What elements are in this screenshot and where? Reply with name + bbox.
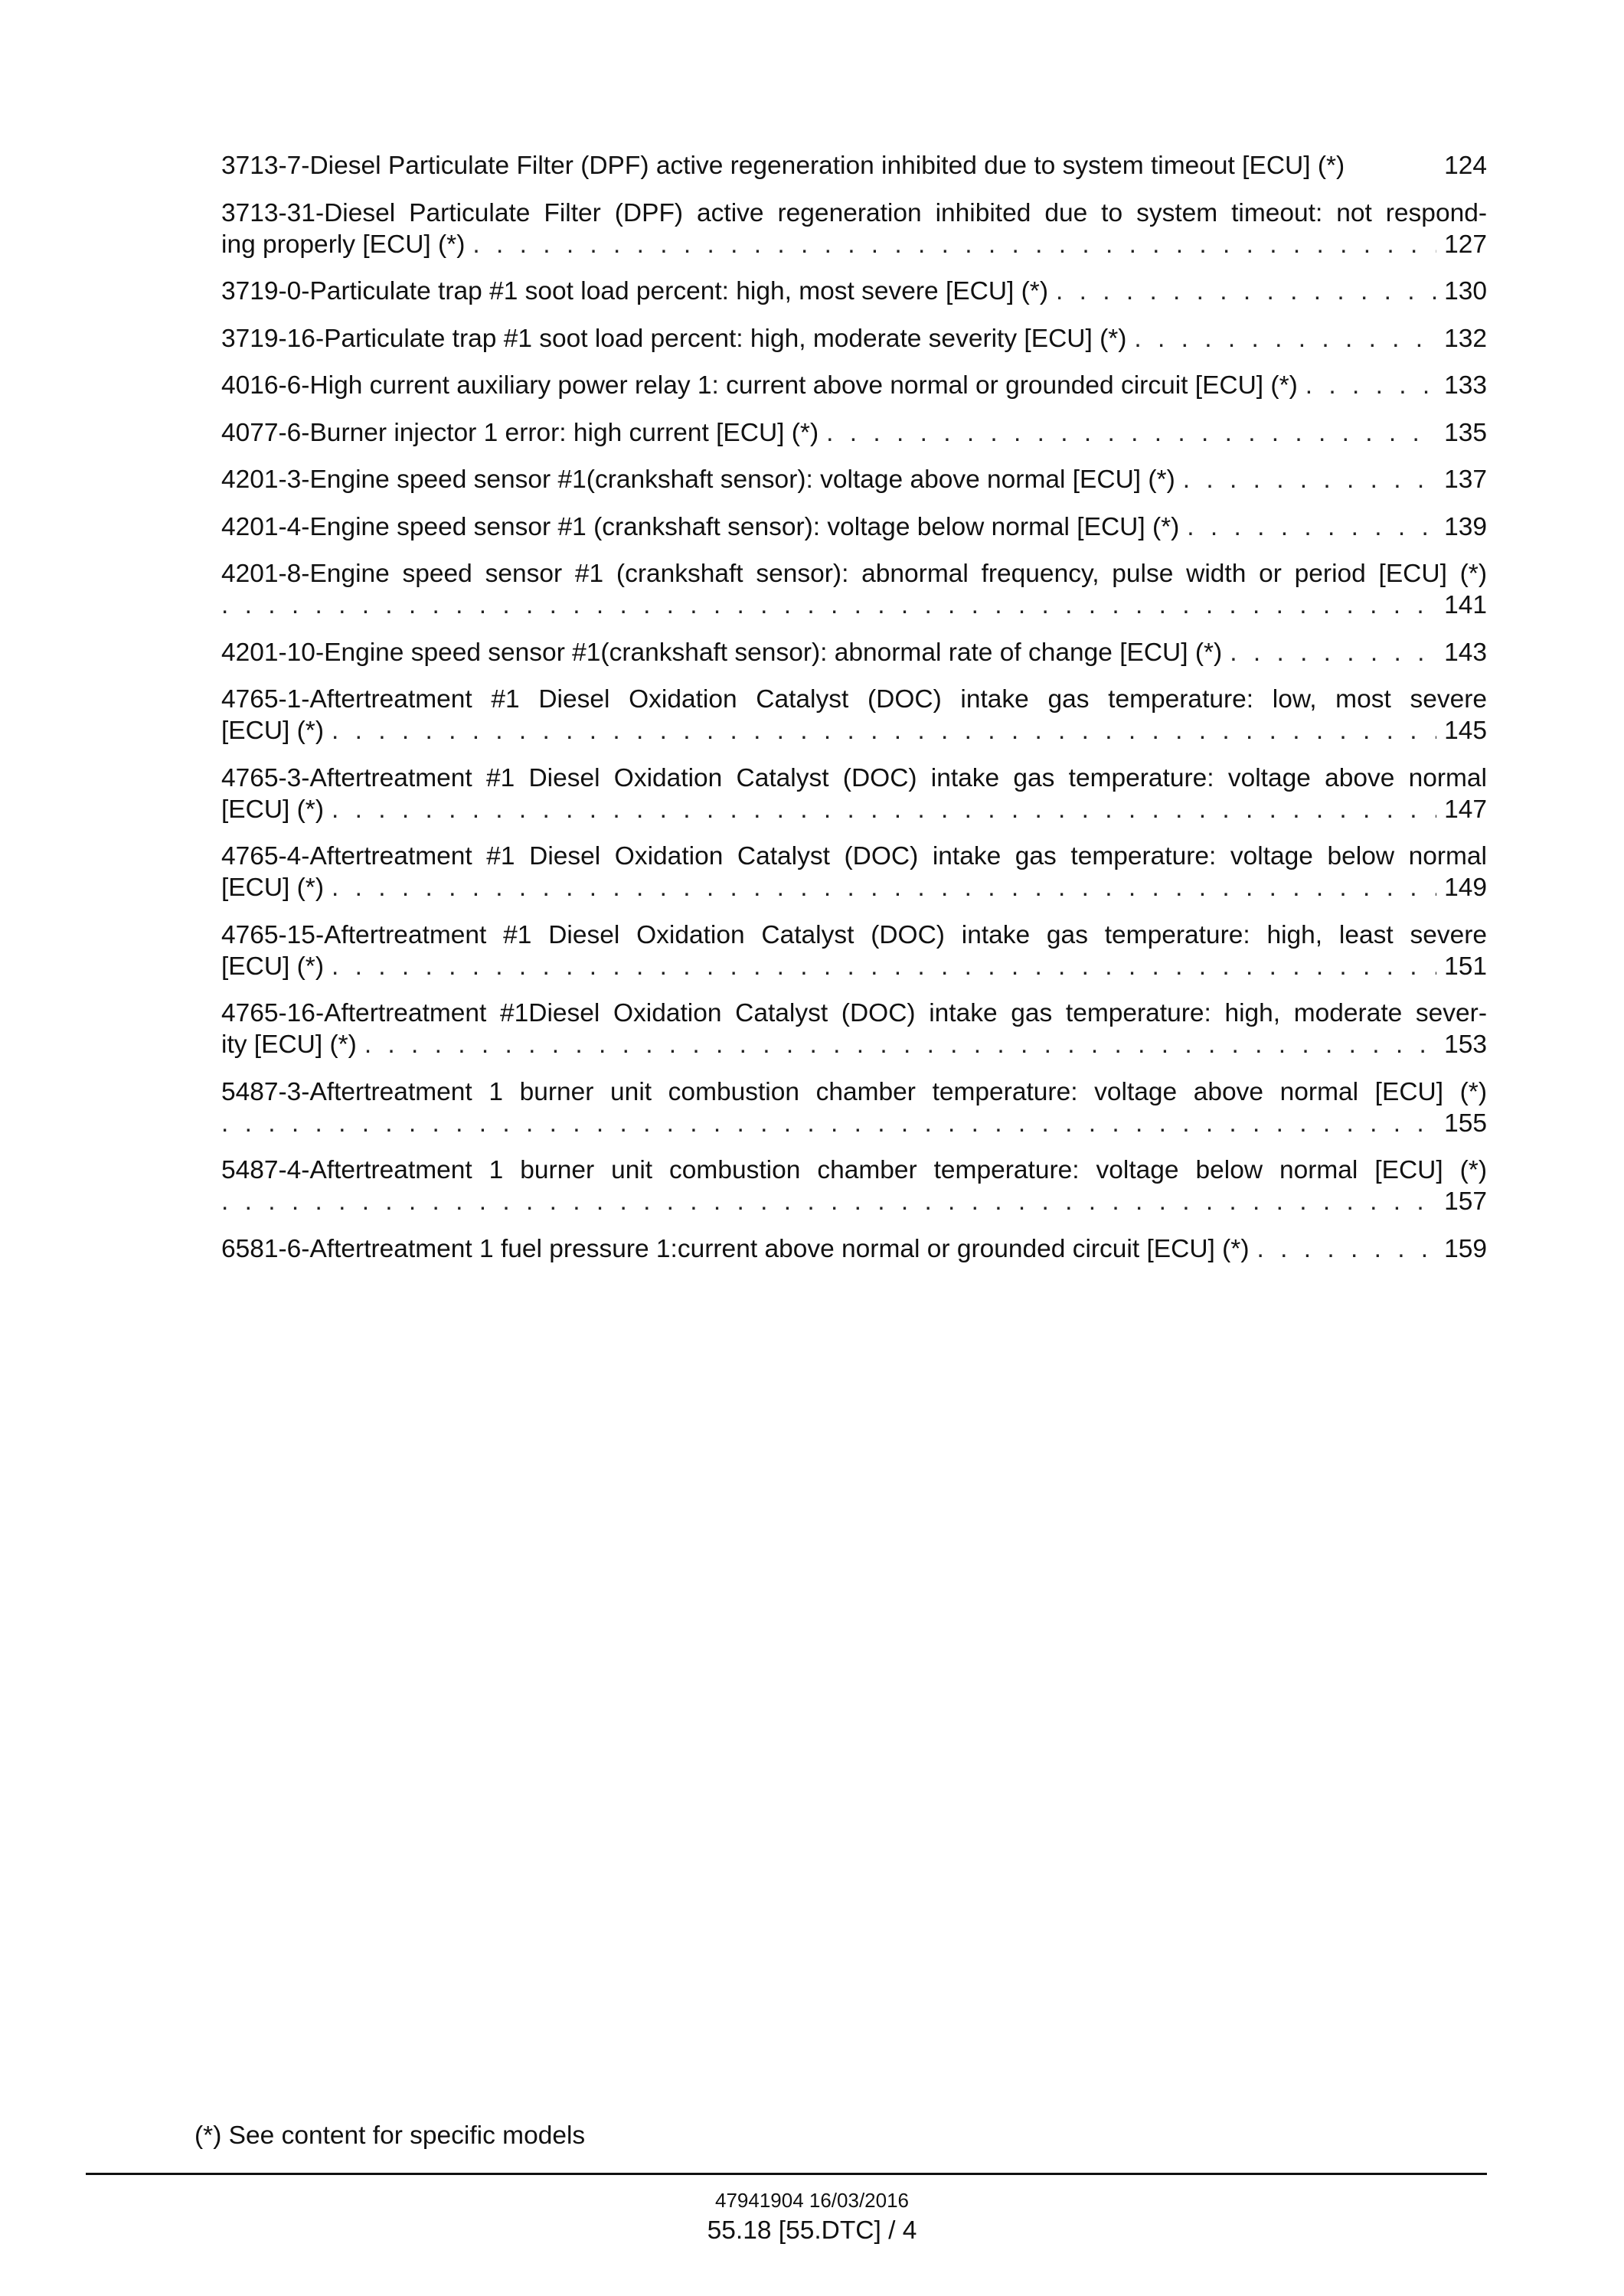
toc-page-number: 132	[1444, 324, 1487, 353]
toc-page-number: 141	[1444, 591, 1487, 619]
toc-entry-title-continued: [ECU] (*)	[221, 717, 324, 745]
toc-entry-title: 4016-6-High current auxiliary power relay 1: current above normal or grounded circuit [ECU] (*)	[221, 371, 1298, 400]
toc-entry-title: 4201-10-Engine speed sensor #1(crankshaft sensor): abnormal rate of change [ECU] (*)	[221, 638, 1223, 667]
footnote: (*) See content for specific models	[194, 2121, 586, 2150]
toc-page-number: 157	[1444, 1187, 1487, 1216]
toc-page-number: 124	[1444, 152, 1487, 180]
toc-entry-title: 4765-16-Aftertreatment #1Diesel Oxidation Catalyst (DOC) intake gas temperature: high, moderate sever-	[221, 999, 1487, 1027]
toc-entry[interactable]	[221, 198, 1487, 260]
toc-entry-title: 4765-3-Aftertreatment #1 Diesel Oxidation Catalyst (DOC) intake gas temperature: voltage above normal	[221, 763, 1487, 792]
dot-leader	[364, 1029, 1436, 1060]
toc-entry[interactable]	[221, 637, 1487, 668]
toc-entry[interactable]	[221, 150, 1487, 181]
footer-divider	[86, 2173, 1487, 2175]
toc-page-number: 153	[1444, 1030, 1487, 1059]
toc-entry-title: 4201-4-Engine speed sensor #1 (crankshaft sensor): voltage below normal [ECU] (*)	[221, 512, 1180, 541]
toc-entry-title: 4201-3-Engine speed sensor #1(crankshaft sensor): voltage above normal [ECU] (*)	[221, 465, 1175, 494]
dot-leader	[1257, 1233, 1437, 1265]
dot-leader	[221, 590, 1436, 621]
toc-page-number: 130	[1444, 277, 1487, 305]
toc-page-number: 139	[1444, 512, 1487, 541]
toc-entry[interactable]	[221, 763, 1487, 825]
dot-leader	[1305, 370, 1436, 401]
toc-page-number: 137	[1444, 465, 1487, 494]
toc-entry[interactable]	[221, 511, 1487, 543]
toc-entry[interactable]	[221, 684, 1487, 746]
dot-leader	[332, 872, 1436, 903]
toc-entry-title: 4765-1-Aftertreatment #1 Diesel Oxidation Catalyst (DOC) intake gas temperature: low, most severe	[221, 685, 1487, 714]
page-reference: 55.18 [55.DTC] / 4	[707, 2216, 917, 2245]
dot-leader	[826, 417, 1436, 449]
toc-page-number: 145	[1444, 717, 1487, 745]
toc-entry-title: 3713-31-Diesel Particulate Filter (DPF) active regeneration inhibited due to system timeout: not respond-	[221, 198, 1487, 227]
toc-entry[interactable]	[221, 323, 1487, 354]
toc-entry-title: 3713-7-Diesel Particulate Filter (DPF) active regeneration inhibited due to system timeout [ECU] (*)	[221, 152, 1345, 180]
dot-leader	[1230, 637, 1436, 668]
toc-entry-title-continued: ing properly [ECU] (*)	[221, 230, 466, 259]
toc-entry-title-continued: ity [ECU] (*)	[221, 1030, 357, 1059]
toc-entry[interactable]	[221, 464, 1487, 495]
toc-entry-title-continued: [ECU] (*)	[221, 874, 324, 902]
dot-leader	[1183, 464, 1436, 495]
dot-leader	[332, 951, 1436, 982]
toc-entry-title: 4077-6-Burner injector 1 error: high current [ECU] (*)	[221, 418, 819, 447]
toc-entry[interactable]	[221, 276, 1487, 307]
dot-leader	[221, 1108, 1436, 1139]
toc-entry-title: 3719-0-Particulate trap #1 soot load percent: high, most severe [ECU] (*)	[221, 277, 1048, 305]
toc-entry-title: 4765-4-Aftertreatment #1 Diesel Oxidation Catalyst (DOC) intake gas temperature: voltage below normal	[221, 842, 1487, 870]
toc-page-number: 159	[1444, 1234, 1487, 1263]
dot-leader	[1056, 276, 1436, 307]
toc-entry[interactable]	[221, 558, 1487, 621]
toc-page-number: 133	[1444, 371, 1487, 400]
toc-entry[interactable]	[221, 841, 1487, 903]
dot-leader	[221, 1186, 1436, 1217]
toc-entry[interactable]	[221, 1233, 1487, 1265]
toc-entry[interactable]	[221, 998, 1487, 1060]
document-code: 47941904 16/03/2016	[714, 2189, 910, 2212]
toc-entry-title: 5487-3-Aftertreatment 1 burner unit combustion chamber temperature: voltage above normal [ECU] (*)	[221, 1077, 1487, 1106]
toc-entry-title: 3719-16-Particulate trap #1 soot load percent: high, moderate severity [ECU] (*)	[221, 324, 1127, 353]
toc-page-number: 127	[1444, 230, 1487, 259]
toc-entry[interactable]	[221, 1076, 1487, 1139]
toc-entry-title: 4201-8-Engine speed sensor #1 (crankshaft sensor): abnormal frequency, pulse width or period [ECU] (*)	[221, 560, 1487, 588]
toc-entry-title: 6581-6-Aftertreatment 1 fuel pressure 1:current above normal or grounded circuit [ECU] (*)	[221, 1234, 1250, 1263]
toc-entry[interactable]	[221, 919, 1487, 982]
dot-leader	[332, 715, 1436, 746]
toc-entry-title: 4765-15-Aftertreatment #1 Diesel Oxidation Catalyst (DOC) intake gas temperature: high, least severe	[221, 920, 1487, 949]
toc-entry-title-continued: [ECU] (*)	[221, 795, 324, 824]
dot-leader	[332, 794, 1436, 825]
toc-entry-title-continued: [ECU] (*)	[221, 952, 324, 981]
dot-leader	[1134, 323, 1436, 354]
table-of-contents	[221, 150, 1487, 1280]
toc-entry[interactable]	[221, 1155, 1487, 1217]
toc-page-number: 143	[1444, 638, 1487, 667]
toc-page-number: 147	[1444, 795, 1487, 824]
toc-entry[interactable]	[221, 370, 1487, 401]
toc-page-number: 155	[1444, 1109, 1487, 1138]
toc-page-number: 151	[1444, 952, 1487, 981]
toc-page-number: 149	[1444, 874, 1487, 902]
toc-entry[interactable]	[221, 417, 1487, 449]
toc-page-number: 135	[1444, 418, 1487, 447]
toc-entry-title: 5487-4-Aftertreatment 1 burner unit combustion chamber temperature: voltage below normal [ECU] (*)	[221, 1156, 1487, 1184]
dot-leader	[472, 229, 1436, 260]
dot-leader	[1187, 511, 1436, 543]
